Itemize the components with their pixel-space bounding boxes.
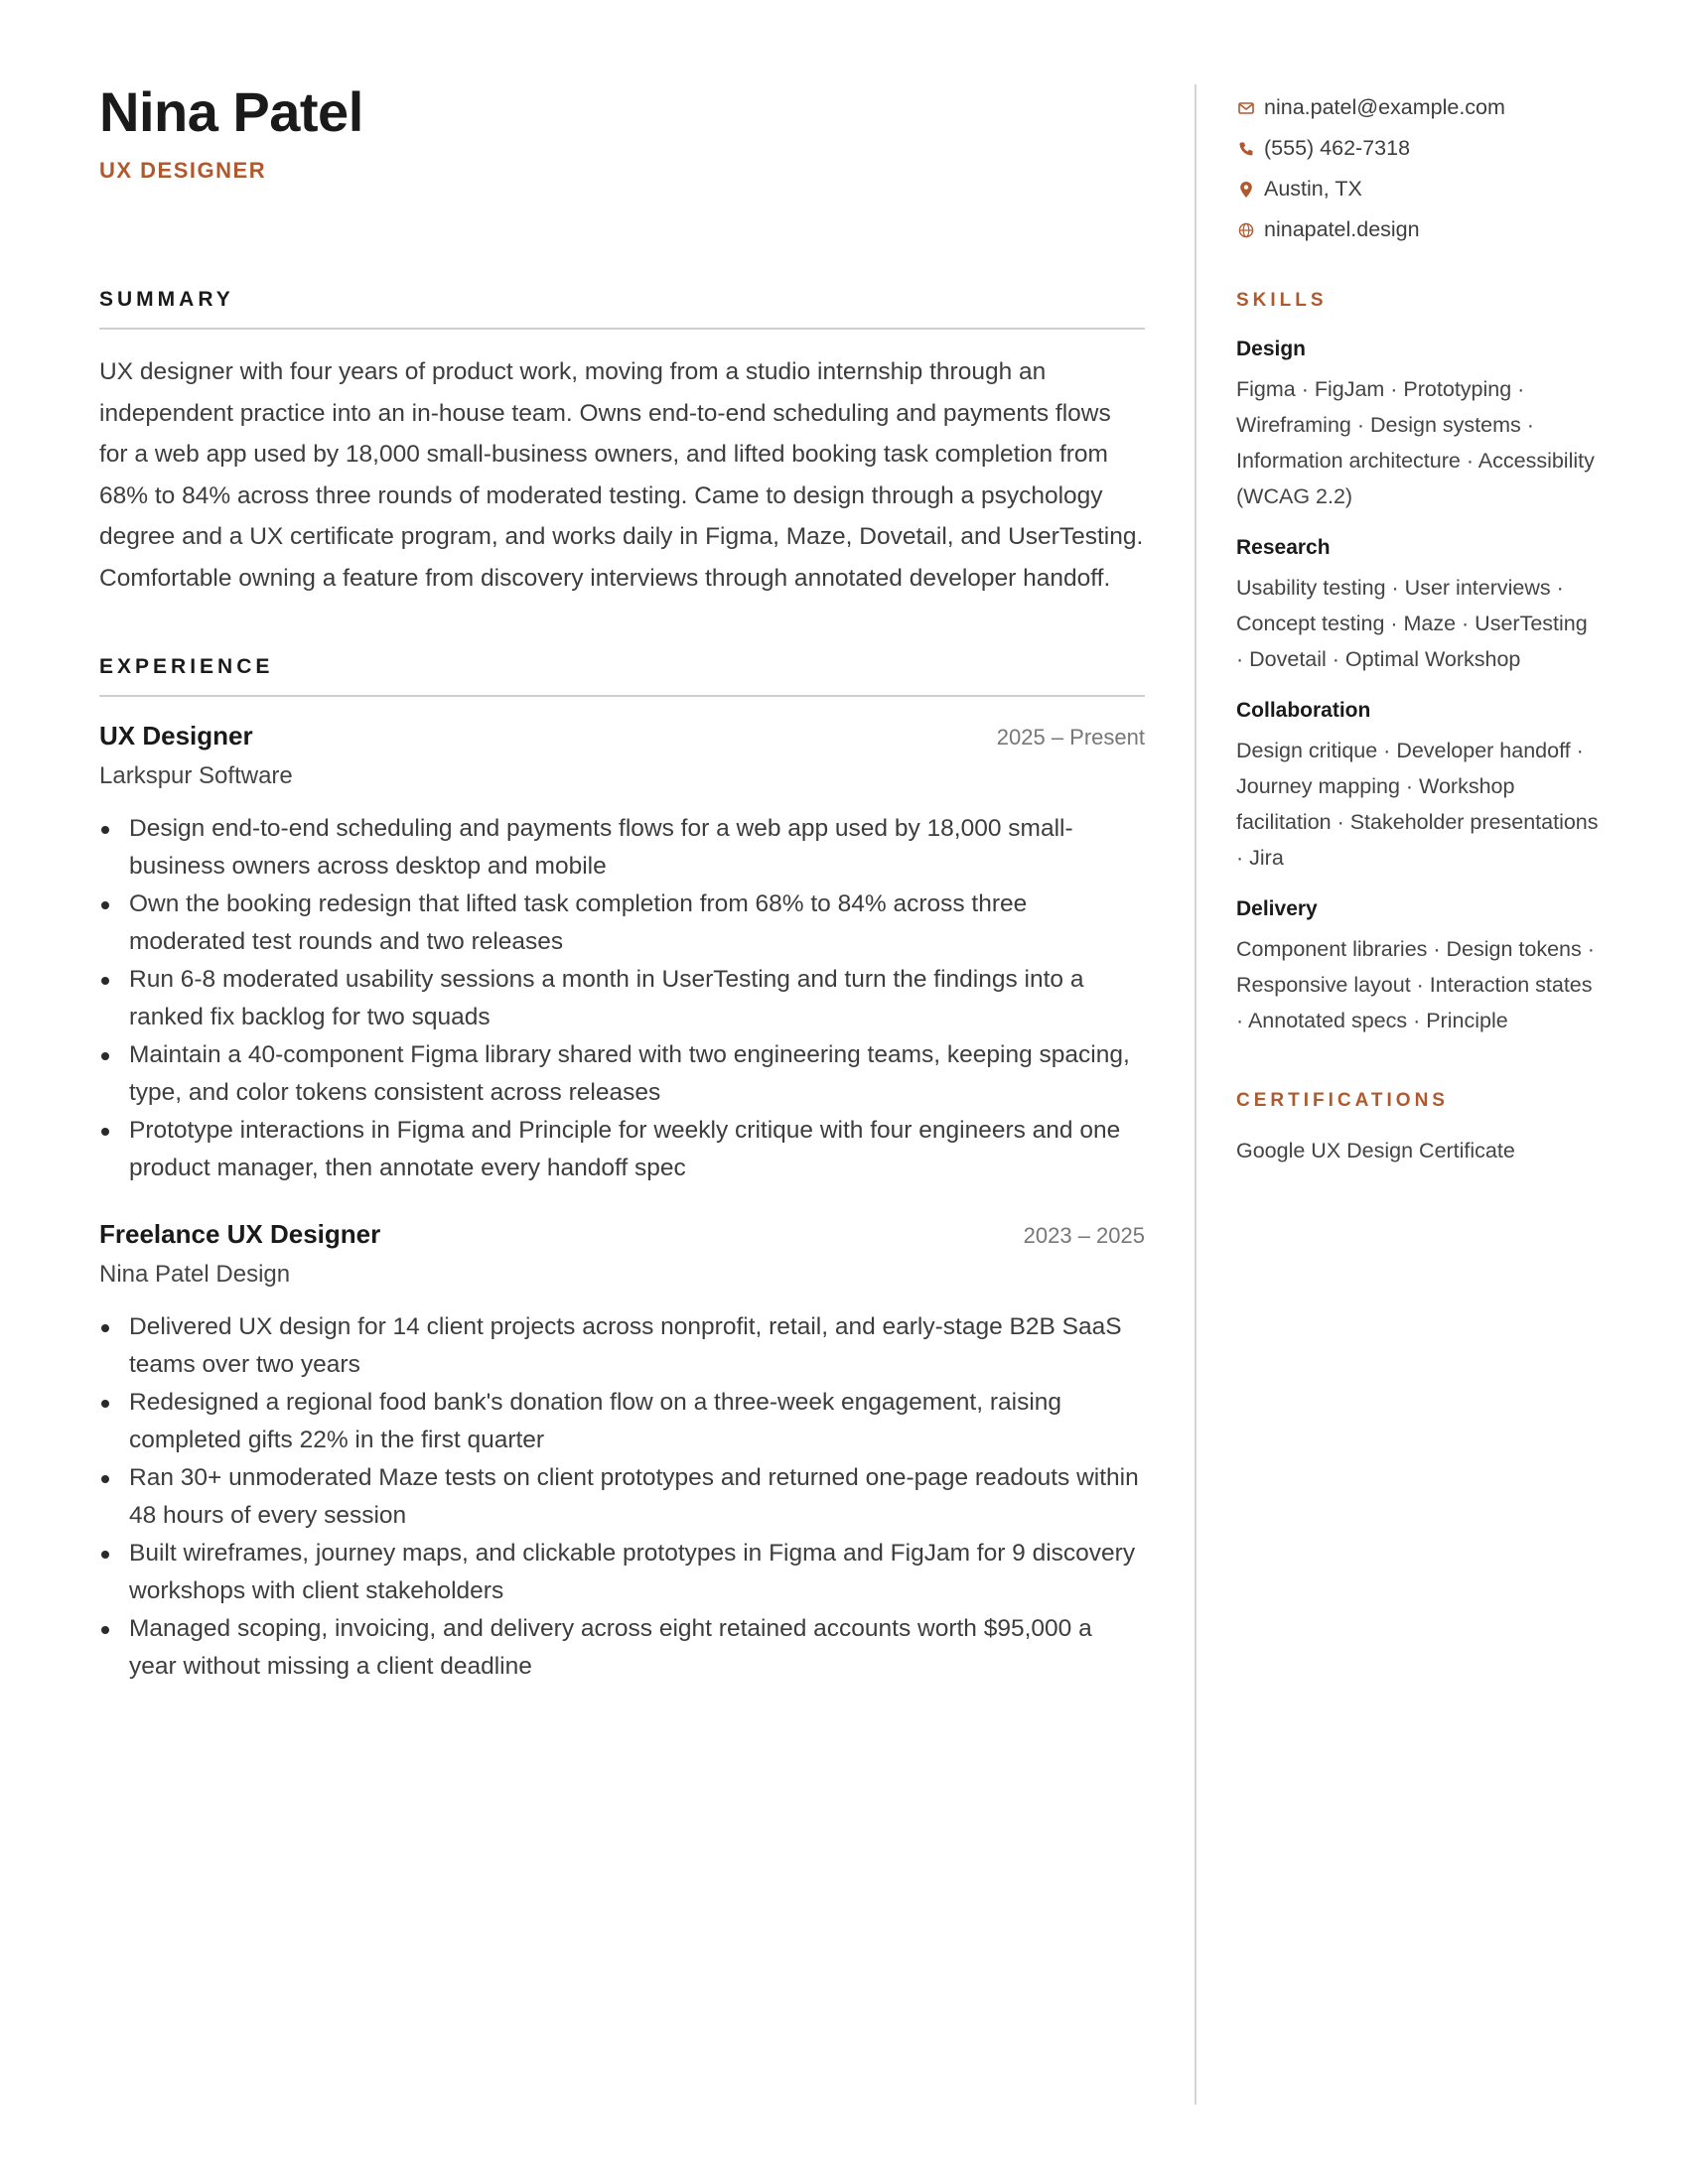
summary-text: UX designer with four years of product work, moving from a studio internship through an independent practice into an in-house team. Owns end-to-end scheduling and payments flows for a web app used by 18,000 small-business owners, and lifted booking task completion from 68% to 84% across three rounds of moderated testing. Came to design through a psychology degree and a UX certificate program, and works daily in Figma, Maze, Dovetail, and UserTesting. Comfortable owning a feature from discovery interviews through annotated developer handoff. <box>99 358 1144 592</box>
bullet-item: Design end-to-end scheduling and payments flows for a web app used by 18,000 small-business owners across desktop and mobile <box>99 810 1145 886</box>
candidate-title: UX DESIGNER <box>99 158 267 183</box>
job-dates: 2025 – Present <box>996 725 1145 750</box>
job-entry <box>99 719 1145 1187</box>
job-header <box>99 719 1145 754</box>
skill-list: Component libraries · Design tokens · Responsive layout · Interaction states · Annotated specs · Principle <box>1236 937 1595 1032</box>
bullet-item: Built wireframes, journey maps, and clickable prototypes in Figma and FigJam for 9 discovery workshops with client stakeholders <box>99 1535 1145 1610</box>
job-bullets <box>99 1308 1145 1686</box>
certification-item: Google UX Design Certificate <box>1236 1139 1515 1162</box>
contact-website[interactable] <box>1236 209 1599 250</box>
column-divider <box>1195 84 1196 2105</box>
location-pin-icon <box>1236 180 1256 200</box>
candidate-name: Nina Patel <box>99 80 363 143</box>
bullet-item: Managed scoping, invoicing, and delivery across eight retained accounts worth $95,000 a year without missing a client deadline <box>99 1610 1145 1686</box>
bullet-item: Maintain a 40-component Figma library shared with two engineering teams, keeping spacing, type, and color tokens consistent across releases <box>99 1036 1145 1112</box>
sidebar <box>1236 87 1599 1165</box>
experience-heading: EXPERIENCE <box>99 653 1145 697</box>
skill-group-title: Research <box>1236 536 1331 559</box>
job-entry <box>99 1217 1145 1686</box>
bullet-item: Prototype interactions in Figma and Principle for weekly critique with four engineers and one product manager, then annotate every handoff spec <box>99 1112 1145 1187</box>
job-bullets <box>99 810 1145 1187</box>
bullet-item: Delivered UX design for 14 client projects across nonprofit, retail, and early-stage B2B SaaS teams over two years <box>99 1308 1145 1384</box>
skill-group-title: Delivery <box>1236 897 1318 920</box>
contact-website-text: ninapatel.design <box>1264 217 1420 241</box>
skill-list: Usability testing · User interviews · Concept testing · Maze · UserTesting · Dovetail · Optimal Workshop <box>1236 576 1588 671</box>
bullet-item: Run 6-8 moderated usability sessions a month in UserTesting and turn the findings into a ranked fix backlog for two squads <box>99 961 1145 1036</box>
job-title: UX Designer <box>99 721 253 751</box>
job-dates: 2023 – 2025 <box>1023 1223 1145 1248</box>
envelope-icon <box>1236 98 1256 118</box>
bullet-item: Ran 30+ unmoderated Maze tests on client prototypes and returned one-page readouts within 48 hours of every session <box>99 1459 1145 1535</box>
job-company: Nina Patel Design <box>99 1261 291 1288</box>
contact-phone[interactable] <box>1236 128 1599 169</box>
job-company: Larkspur Software <box>99 762 293 789</box>
summary-heading: SUMMARY <box>99 286 1145 330</box>
job-header <box>99 1217 1145 1253</box>
skills-heading: SKILLS <box>1236 290 1328 311</box>
skill-group-title: Design <box>1236 338 1307 360</box>
contact-location-text: Austin, TX <box>1264 177 1362 201</box>
certifications-heading: CERTIFICATIONS <box>1236 1090 1449 1111</box>
contact-location <box>1236 169 1599 209</box>
contact-email[interactable] <box>1236 87 1599 128</box>
contact-email-text: nina.patel@example.com <box>1264 95 1505 119</box>
contact-phone-text: (555) 462-7318 <box>1264 136 1411 160</box>
skill-group-title: Collaboration <box>1236 699 1371 722</box>
globe-icon <box>1236 220 1256 240</box>
main-column <box>99 79 1145 1686</box>
job-title: Freelance UX Designer <box>99 1219 381 1249</box>
bullet-item: Own the booking redesign that lifted task completion from 68% to 84% across three moderated test rounds and two releases <box>99 886 1145 961</box>
phone-icon <box>1236 139 1256 159</box>
skill-list: Figma · FigJam · Prototyping · Wireframing · Design systems · Information architecture · Accessibility (WCAG 2.2) <box>1236 377 1595 508</box>
bullet-item: Redesigned a regional food bank's donation flow on a three-week engagement, raising completed gifts 22% in the first quarter <box>99 1384 1145 1459</box>
skill-list: Design critique · Developer handoff · Journey mapping · Workshop facilitation · Stakeholder presentations · Jira <box>1236 739 1599 870</box>
